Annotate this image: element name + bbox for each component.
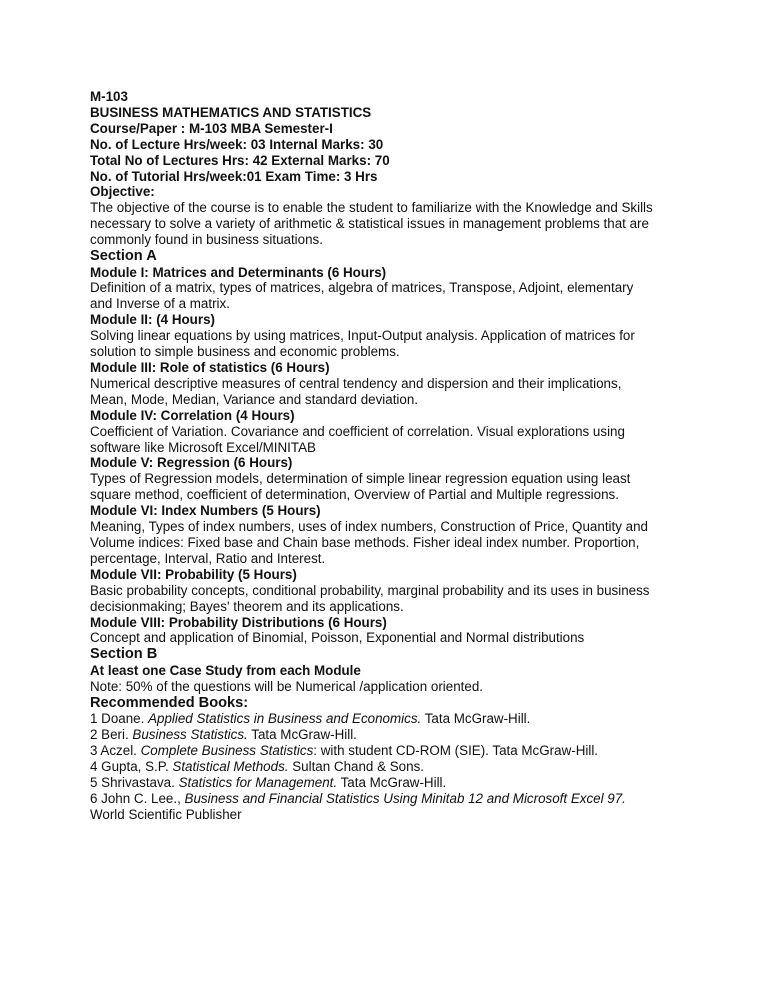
objective-text-line: The objective of the course is to enable the student to familiarize with the Knowledge and Skills — [90, 200, 653, 216]
section-b-heading: Section B — [90, 646, 158, 663]
book-author: 3 Aczel. — [90, 742, 141, 758]
objective-text-line: necessary to solve a variety of arithmetic & statistical issues in management problems that are — [90, 216, 649, 232]
section-a-heading: Section A — [90, 248, 157, 265]
book-author: 1 Doane. — [90, 711, 149, 727]
book-title: Business and Financial Statistics Using Minitab 12 and Microsoft Excel 97. — [184, 790, 626, 806]
note-line: Note: 50% of the questions will be Numerical /application oriented. — [90, 678, 484, 694]
tutorial-hours-line: No. of Tutorial Hrs/week:01 Exam Time: 3 Hrs — [90, 168, 378, 184]
module-4-title: Module IV: Correlation (4 Hours) — [90, 407, 295, 423]
book-title: Business Statistics. — [132, 727, 248, 743]
module-7-title: Module VII: Probability (5 Hours) — [90, 566, 297, 582]
module-5-text: square method, coefficient of determination, Overview of Partial and Multiple regressions. — [90, 487, 619, 503]
module-2-title: Module II: (4 Hours) — [90, 312, 215, 328]
module-1-text: and Inverse of a matrix. — [90, 296, 230, 312]
total-lectures-line: Total No of Lectures Hrs: 42 External Marks: 70 — [90, 152, 390, 168]
module-8-text: Concept and application of Binomial, Poisson, Exponential and Normal distributions — [90, 630, 585, 646]
module-3-title: Module III: Role of statistics (6 Hours) — [90, 360, 330, 375]
book-item — [90, 743, 680, 759]
book-author: 6 John C. Lee., — [90, 790, 185, 806]
book-publisher-continuation: World Scientific Publisher — [90, 806, 242, 822]
module-2-text: solution to simple business and economic problems. — [90, 344, 400, 360]
book-title: Statistics for Management. — [178, 774, 338, 790]
module-1-text: Definition of a matrix, types of matrices, algebra of matrices, Transpose, Adjoint, elementary — [90, 280, 634, 296]
course-title: BUSINESS MATHEMATICS AND STATISTICS — [90, 104, 372, 120]
module-4-text: software like Microsoft Excel/MINITAB — [90, 439, 316, 455]
book-publisher: Tata McGraw-Hill. — [247, 727, 357, 743]
module-6-text: Volume indices: Fixed base and Chain base methods. Fisher ideal index number. Proportion, — [90, 534, 640, 550]
book-publisher: Tata McGraw-Hill. — [421, 711, 531, 727]
book-title: Applied Statistics in Business and Economics. — [148, 711, 422, 727]
module-8-title: Module VIII: Probability Distributions (6 Hours) — [90, 614, 387, 630]
book-item — [90, 791, 680, 807]
book-item — [90, 759, 680, 775]
book-publisher: Tata McGraw-Hill. — [337, 774, 447, 790]
book-item — [90, 727, 680, 743]
module-6-text: Meaning, Types of index numbers, uses of index numbers, Construction of Price, Quantity and — [90, 519, 648, 535]
module-4-text: Coefficient of Variation. Covariance and coefficient of correlation. Visual explorations using — [90, 423, 625, 439]
module-2-text: Solving linear equations by using matrices, Input-Output analysis. Application of matrices for — [90, 328, 635, 344]
course-paper-line: Course/Paper : M-103 MBA Semester-I — [90, 120, 333, 136]
module-6-text: percentage, Interval, Ratio and Interest. — [90, 550, 326, 566]
book-publisher: : with student CD-ROM (SIE). Tata McGraw-Hill. — [313, 742, 599, 758]
module-7-text: decisionmaking; Bayes' theorem and its applications. — [90, 598, 404, 614]
book-item — [90, 775, 680, 791]
book-item — [90, 711, 680, 727]
book-author: 5 Shrivastava. — [90, 774, 179, 790]
book-publisher: Sultan Chand & Sons. — [288, 758, 424, 774]
book-title: Complete Business Statistics — [140, 742, 314, 758]
module-1-title: Module I: Matrices and Determinants (6 Hours) — [90, 264, 387, 280]
book-author: 2 Beri. — [90, 727, 133, 743]
module-5-text: Types of Regression models, determination of simple linear regression equation using least — [90, 471, 631, 487]
recommended-books-heading: Recommended Books: — [90, 694, 249, 711]
objective-heading: Objective: — [90, 184, 155, 200]
module-7-text: Basic probability concepts, conditional probability, marginal probability and its uses in business — [90, 582, 650, 598]
case-study-line: At least one Case Study from each Module — [90, 662, 361, 678]
module-3-text: Mean, Mode, Median, Variance and standard deviation. — [90, 391, 419, 407]
objective-text-line: commonly found in business situations. — [90, 232, 323, 248]
book-title: Statistical Methods. — [172, 758, 289, 774]
course-code: M-103 — [90, 89, 128, 104]
lecture-hours-line: No. of Lecture Hrs/week: 03 Internal Marks: 30 — [90, 136, 384, 152]
module-6-title: Module VI: Index Numbers (5 Hours) — [90, 503, 321, 519]
syllabus-page — [90, 89, 680, 822]
book-author: 4 Gupta, S.P. — [90, 758, 173, 774]
module-5-title: Module V: Regression (6 Hours) — [90, 455, 293, 471]
module-3-text: Numerical descriptive measures of central tendency and dispersion and their implications, — [90, 375, 622, 391]
